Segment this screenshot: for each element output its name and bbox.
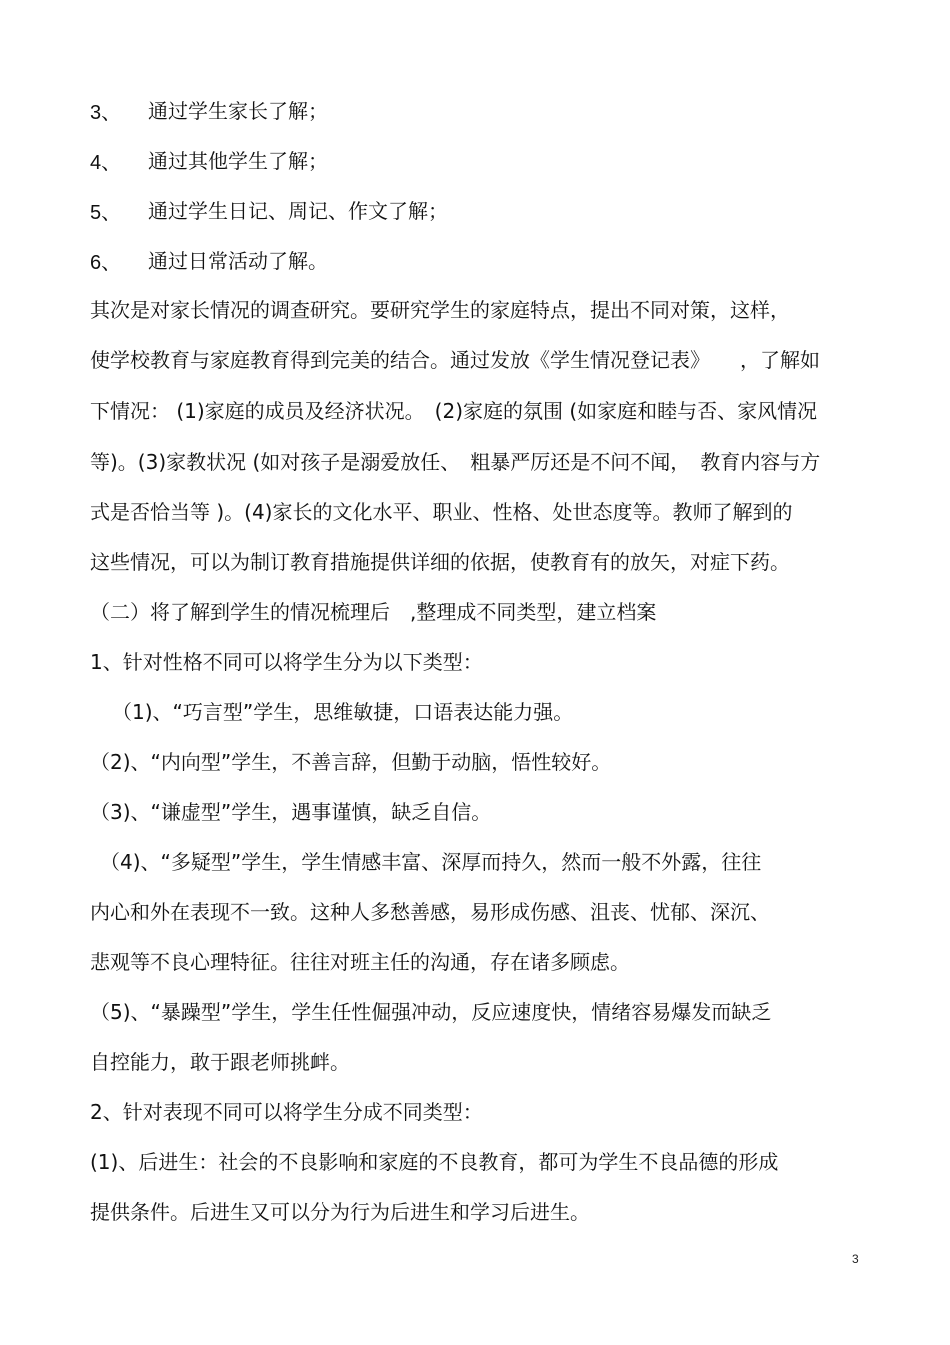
list-item-text: 通过学生家长了解； [148, 99, 328, 123]
list-heading: 1、针对性格不同可以将学生分为以下类型： [90, 650, 483, 674]
paragraph-line: 下情况： (1)家庭的成员及经济状况。 (2)家庭的氛围 (如家庭和睦与否、家风情况 [90, 399, 818, 423]
section-heading: （二）将了解到学生的情况梳理后 ,整理成不同类型，建立档案 [90, 600, 657, 624]
paragraph-line: 这些情况，可以为制订教育措施提供详细的依据，使教育有的放矢，对症下药。 [90, 550, 790, 574]
paragraph-line: （4)、“多疑型”学生，学生情感丰富、深厚而持久，然而一般不外露，往往 [100, 850, 762, 874]
paragraph-line: 自控能力，敢于跟老师挑衅。 [90, 1050, 350, 1074]
list-number: 4、 [90, 152, 122, 174]
paragraph-line: （2)、“内向型”学生，不善言辞，但勤于动脑，悟性较好。 [90, 750, 612, 774]
paragraph-line: （3)、“谦虚型”学生，遇事谨慎，缺乏自信。 [90, 800, 492, 824]
page-number: 3 [852, 1252, 859, 1266]
paragraph-line: 悲观等不良心理特征。往往对班主任的沟通，存在诸多顾虑。 [90, 950, 630, 974]
paragraph-line: （1)、“巧言型”学生，思维敏捷，口语表达能力强。 [112, 700, 574, 724]
list-heading: 2、针对表现不同可以将学生分成不同类型： [90, 1100, 483, 1124]
list-item-text: 通过学生日记、周记、作文了解； [148, 199, 448, 223]
paragraph-line: 式是否恰当等 )。(4)家长的文化水平、职业、性格、处世态度等。教师了解到的 [90, 500, 793, 524]
list-number: 5、 [90, 202, 122, 224]
paragraph-line: (1)、后进生：社会的不良影响和家庭的不良教育，都可为学生不良品德的形成 [90, 1150, 779, 1174]
paragraph-line: 其次是对家长情况的调查研究。要研究学生的家庭特点，提出不同对策，这样， [90, 298, 790, 322]
paragraph-line: 等)。(3)家教状况 (如对孩子是溺爱放任、 粗暴严厉还是不问不闻， 教育内容与方 [90, 450, 821, 474]
paragraph-line: 内心和外在表现不一致。这种人多愁善感，易形成伤感、沮丧、忧郁、深沉、 [90, 900, 770, 924]
paragraph-line: 提供条件。后进生又可以分为行为后进生和学习后进生。 [90, 1200, 590, 1224]
list-number: 3、 [90, 102, 122, 124]
list-number: 6、 [90, 252, 122, 274]
list-item-text: 通过日常活动了解。 [148, 249, 328, 273]
paragraph-line: （5)、“暴躁型”学生，学生任性倔强冲动，反应速度快，情绪容易爆发而缺乏 [90, 1000, 772, 1024]
list-item-text: 通过其他学生了解； [148, 149, 328, 173]
paragraph-line: 使学校教育与家庭教育得到完美的结合。通过发放《学生情况登记表》 ，了解如 [90, 348, 820, 372]
